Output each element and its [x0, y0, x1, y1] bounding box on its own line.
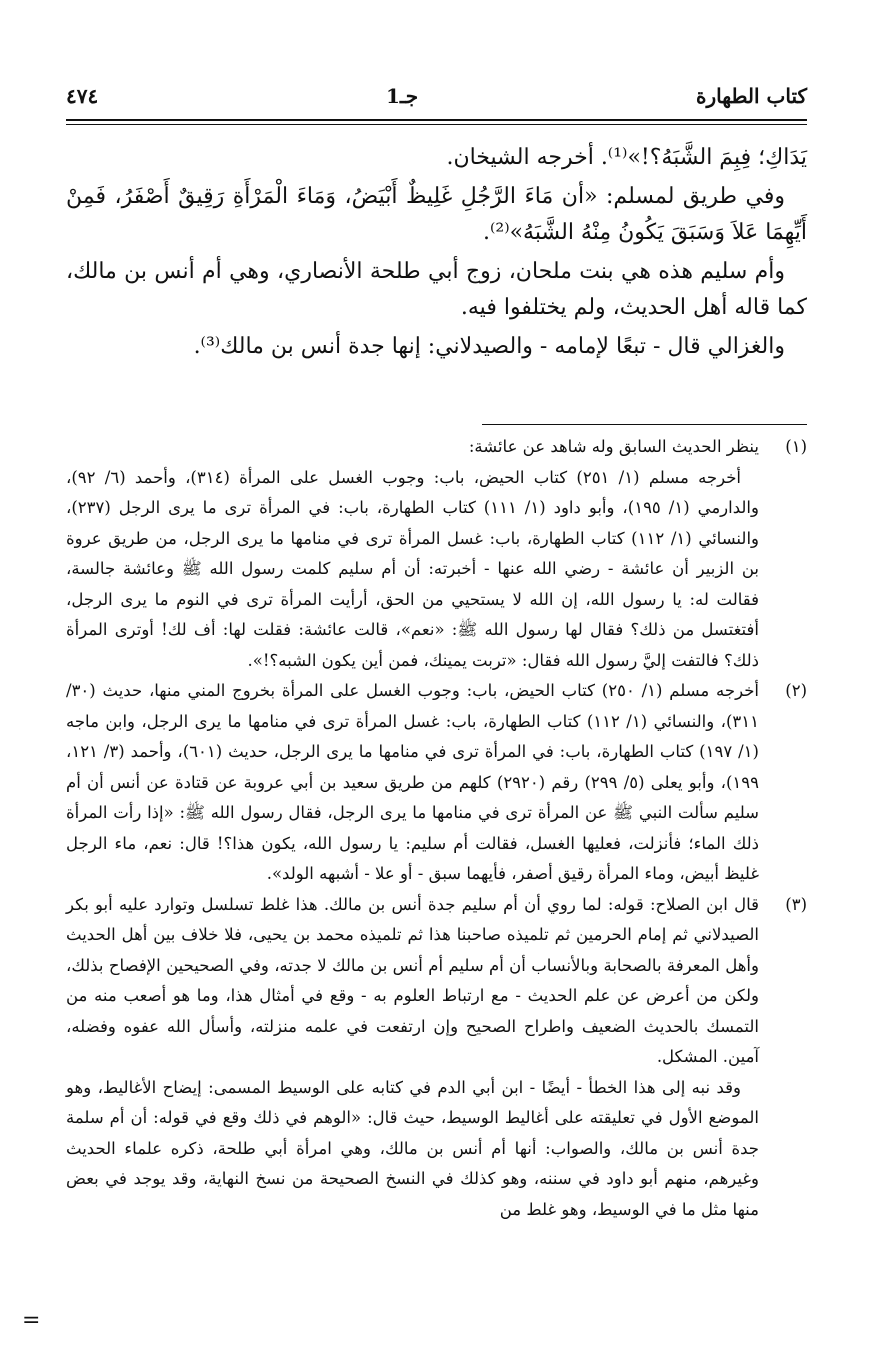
header-rule — [66, 119, 807, 121]
footnote-1 — [66, 432, 807, 676]
footnote-number: (٣) — [785, 894, 807, 914]
footnote-separator — [482, 424, 807, 425]
footnote-paragraph: أخرجه مسلم (١/ ٢٥٠) كتاب الحيض، باب: وجوب الغسل على المرأة بخروج المني منها، حديث (٣٠/ ٣١١)، والنسائي (١/ ١١٢) كتاب الطهارة، باب: غسل المرأة ترى في منامها ما يرى الرجل، وابن ماجه (١/ ١٩٧) كتاب الطهارة، باب: في المرأة ترى في منامها ما يرى الرجل، حديث (٦٠١)، وأحمد (٣/ ١٢١، ١٩٩)، وأبو يعلى (٥/ ٢٩٩) رقم (٢٩٢٠) كلهم من طريق سعيد بن أبي عروبة عن قتادة عن أنس أن أم سليم سألت النبي ﷺ عن المرأة ترى في منامها ما يرى الرجل، فقال رسول الله ﷺ: «إذا رأت المرأة ذلك الماء؛ فأنزلت، فعليها الغسل، فقالت أم سليم: يا رسول الله، يكون هذا؟! قال: نعم، ماء الرجل غليظ أبيض، وماء المرأة رقيق أصفر، فأيهما سبق - أو علا - أشبهه الولد». — [66, 681, 760, 883]
footnote-paragraph: وقد نبه إلى هذا الخطأ - أيضًا - ابن أبي الدم في كتابه على الوسيط المسمى: إيضاح الأغاليط، وهو الموضع الأول في تعليقته على أغاليط الوسيط، حيث قال: «الوهم في ذلك وقع في قوله: أن أم سلمة جدة أنس بن مالك، والصواب: أنها أم أنس بن مالك، وهي امرأة أبي طلحة، ذكره علماء الحديث وغيرهم، منهم أبو داود في سننه، وهو كذلك في النسخ الصحيحة من نسخ النهاية، وقد يوجد في بعض منها مثل ما في الوسيط، وهو غلط من — [66, 1077, 759, 1219]
footnote-number: (٢) — [785, 681, 807, 700]
main-paragraph: وأم سليم هذه هي بنت ملحان، زوج أبي طلحة الأنصاري، وهي أم أنس بن مالك، كما قاله أهل الحديث، ولم يختلفوا فيه. — [66, 259, 807, 320]
footnote-number: (١) — [785, 437, 807, 456]
continuation-mark: = — [22, 1308, 41, 1333]
header-rule-thin — [66, 124, 807, 125]
footnote-2 — [66, 676, 807, 890]
page-number: ٤٧٤ — [66, 84, 99, 108]
footnotes — [66, 432, 807, 1225]
main-text — [66, 140, 807, 368]
footnote-paragraph: قال ابن الصلاح: قوله: لما روي أن أم سليم جدة أنس بن مالك. هذا غلط تسلسل وتوارد عليه أبو بكر الصيدلاني ثم إمام الحرمين ثم تلميذه صاحبنا هذا ثم تلميذه محمد بن يحيى، فلا خلاف بين أهل الحديث وأهل المعرفة بالصحابة وبالأنساب أن أم سليم أم أنس بن مالك لا جدته، وفي الصحيحين الإفصاح بذلك، ولكن من أعرض عن علم الحديث - مع ارتباط العلوم به - وقع في أمثال هذا، وما هو أصعب منه من التمسك بالحديث الضعيف واطراح الصحيح وإن ارتفعت في علمه منزلته، وأسأل الله عفوه وفضله، آمين. المشكل. — [66, 894, 759, 1066]
main-paragraph: وفي طريق لمسلم: «أن مَاءَ الرَّجُلِ غَلِيظٌ أَبْيَضُ، وَمَاءَ الْمَرْأَةِ رَقِيقٌ أَصْفَرُ، فَمِنْ أَيِّهِمَا عَلاَ وَسَبَقَ يَكُونُ مِنْهُ الشَّبَهُ»⁽²⁾. — [66, 184, 807, 245]
volume-label: جـ1 — [386, 84, 419, 108]
footnote-3 — [66, 890, 807, 1226]
book-title: كتاب الطهارة — [696, 84, 807, 108]
footnote-body — [66, 890, 759, 1226]
footnote-paragraph: ينظر الحديث السابق وله شاهد عن عائشة: — [468, 437, 759, 456]
running-header — [66, 78, 807, 118]
main-paragraph: والغزالي قال - تبعًا لإمامه - والصيدلاني: إنها جدة أنس بن مالك⁽³⁾. — [193, 334, 785, 359]
footnote-paragraph: أخرجه مسلم (١/ ٢٥١) كتاب الحيض، باب: وجوب الغسل على المرأة (٣١٤)، وأحمد (٦/ ٩٢)، والدارمي (١/ ١٩٥)، وأبو داود (١/ ١١١) كتاب الطهارة، باب: في المرأة ترى ما يرى الرجل (٢٣٧)، والنسائي (١/ ١١٢) كتاب الطهارة، باب: غسل المرأة ترى في منامها ما يرى الرجل، من طريق عروة بن الزبير أن عائشة - رضي الله عنها - أخبرته: أن أم سليم كلمت رسول الله ﷺ وعائشة جالسة، فقالت له: يا رسول الله، إن الله لا يستحيي من الحق، أرأيت المرأة ترى في النوم ما يرى الرجل، أفتغتسل من ذلك؟ فقال لها رسول الله ﷺ: «نعم»، قالت عائشة: فقلت لها: أف لك! أوترى المرأة ذلك؟ فالتفت إليَّ رسول الله فقال: «تربت يمينك، فمن أين يكون الشبه؟!». — [66, 467, 759, 670]
footnote-body — [66, 432, 759, 676]
footnote-body — [66, 676, 759, 890]
main-paragraph: يَدَاكِ؛ فِبِمَ الشَّبَهُ؟!»⁽¹⁾. أخرجه الشيخان. — [446, 145, 807, 170]
